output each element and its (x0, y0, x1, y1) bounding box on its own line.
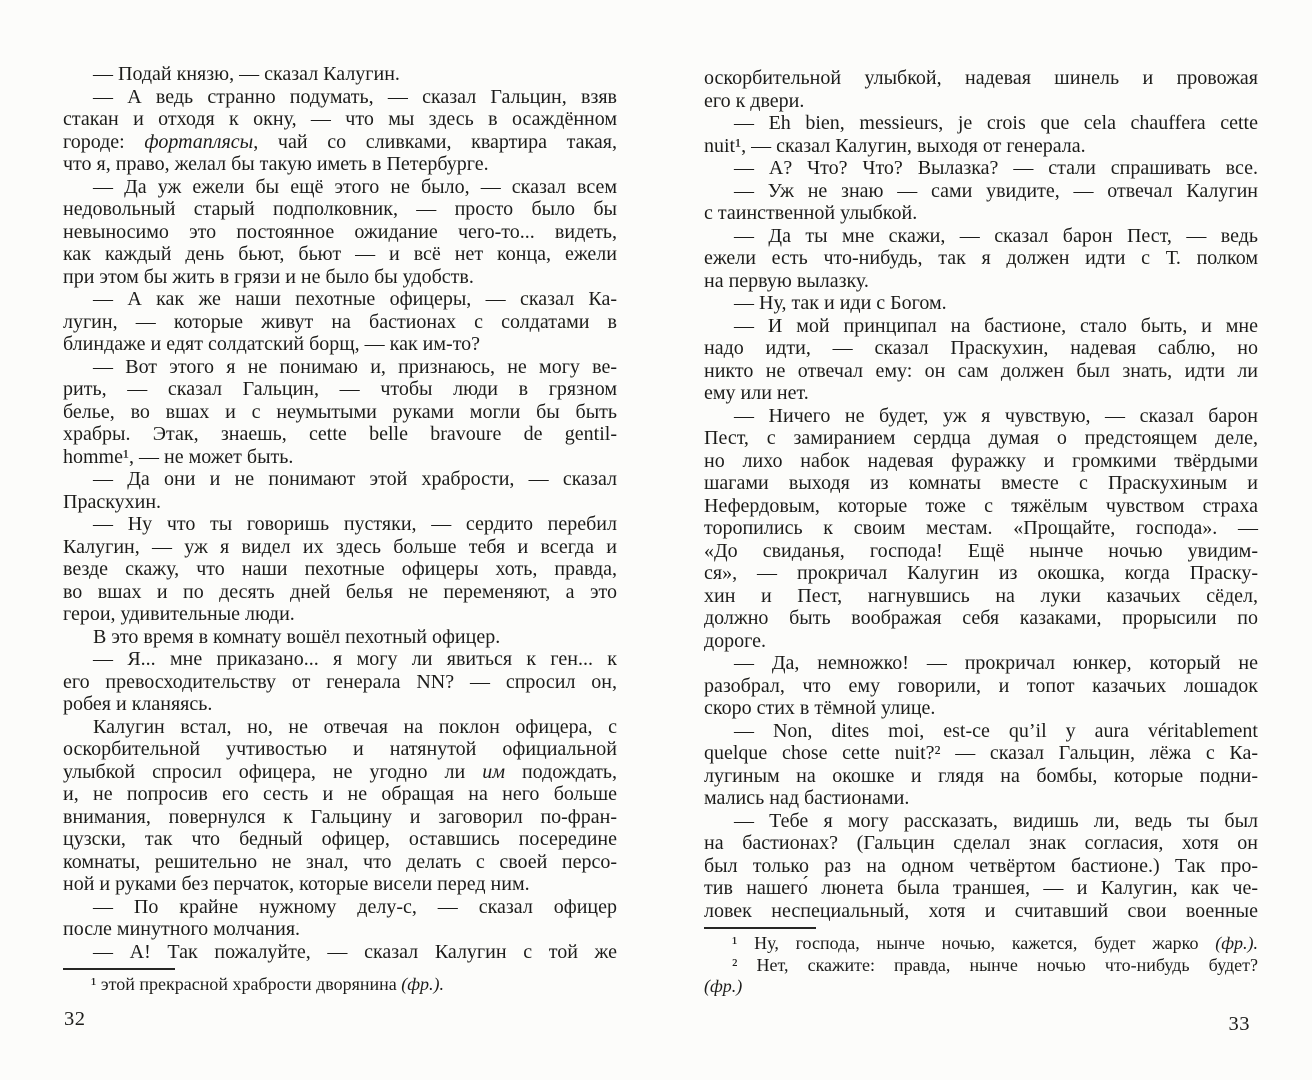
text-line: — Non, dites moi, est-ce qu’il y aura véritablement (734, 719, 1258, 742)
text-line: стакан и отходя к окну, — что мы здесь в осаждённом (63, 108, 617, 130)
text-line: — Я... мне приказано... я могу ли явиться к ген... к (93, 648, 617, 670)
text-line: храбры. Этак, знаешь, cette belle bravoure de gentil- (63, 423, 617, 445)
footnote-line: ¹ этой прекрасной храбрости дворянина (фр.). (91, 974, 445, 994)
text-line: — Да они и не понимают этой храбрости, — сказал (93, 468, 617, 490)
text-line: nuit¹, — сказал Калугин, выходя от генерала. (704, 134, 1086, 157)
text-line: дороге. (704, 629, 766, 652)
text-line: на первую вылазку. (704, 269, 869, 292)
text-line: разобрал, что ему говорили, и топот казачьих лошадок (704, 674, 1258, 697)
text-line: quelque chose cette nuit?² — сказал Гальцин, лёжа с Ка- (704, 742, 1258, 764)
text-line: был только раз на одном четвёртом бастионе.) Так про- (704, 854, 1258, 877)
page-right-footnotes (704, 933, 1258, 998)
text-line: оскорбительной улыбкой, надевая шинель и провожая (704, 67, 1258, 89)
text-line: что я, право, желал бы такую иметь в Петербурге. (63, 153, 489, 175)
text-line: городе: фортаплясы, чай со сливками, квартира такая, (63, 130, 617, 153)
text-line: невыносимо это постоянное ожидание чего-то... видеть, (63, 220, 617, 243)
text-line: как каждый день бьют, бьют — и всё нет конца, ежели (63, 243, 617, 265)
text-line: белье, во вшах и с неумытыми руками могли бы быть (63, 400, 617, 423)
text-line: Праскухин. (63, 490, 162, 513)
text-line: — Да уж ежели бы ещё этого не было, — сказал всем (93, 175, 617, 198)
text-line: — А ведь странно подумать, — сказал Гальцин, взяв (93, 85, 617, 108)
page-number-left: 32 (64, 1008, 86, 1030)
text-line: его превосходительству от генерала NN? — спросил он, (63, 670, 617, 693)
text-line: — Да, немножко! — прокричал юнкер, который не (734, 652, 1258, 674)
text-line: ной и руками без перчаток, которые висели перед ним. (63, 873, 530, 895)
footnote-separator-rule (63, 968, 175, 970)
text-line: — И мой принципал на бастионе, стало быть, и мне (734, 314, 1258, 337)
text-line: Пест, с замиранием сердца думая о предстоящем деле, (704, 427, 1258, 449)
text-line: ежели есть что-нибудь, так я должен идти с Т. полком (704, 247, 1258, 269)
text-line: — Ничего не будет, уж я чувствую, — сказал барон (734, 404, 1258, 427)
text-line: тив нашего́ люнета была траншея, — и Калугин, как че- (704, 877, 1258, 899)
text-line: — Ну что ты говоришь пустяки, — сердито перебил (93, 513, 617, 535)
text-line: комнаты, решительно не знал, что делать с своей персо- (63, 850, 617, 873)
text-line: герои, удивительные люди. (63, 603, 295, 625)
text-line: В это время в комнату вошёл пехотный офицер. (93, 625, 501, 648)
text-line: скоро стих в тёмной улице. (704, 697, 936, 719)
text-line: — Тебе я могу рассказать, видишь ли, ведь ты был (734, 809, 1258, 832)
text-line: ловек неспециальный, хотя и считавший свои военные (704, 899, 1258, 922)
footnote-line: ¹ Ну, господа, нынче ночью, кажется, будет жарко (фр.). (732, 933, 1258, 953)
text-line: ся», — прокричал Калугин из окошка, когда Праску- (704, 562, 1258, 584)
text-line: с таинственной улыбкой. (704, 202, 918, 224)
text-line: его к двери. (704, 89, 805, 112)
text-line: ему или нет. (704, 382, 809, 404)
page-left (63, 63, 617, 1030)
page-left-footnotes (63, 974, 617, 996)
text-line: должно быть воображая себя казаками, прорысили по (704, 607, 1258, 629)
text-line: лугиным на окошке и глядя на бомбы, которые подни- (704, 764, 1258, 787)
text-line: — Ну, так и иди с Богом. (734, 292, 947, 314)
text-line: и, не попросив его сесть и не обращая на него больше (63, 783, 617, 805)
text-line: шагами выходя из комнаты вместе с Праскухиным и (704, 472, 1258, 494)
text-line: при этом бы жить в грязи и не было бы удобств. (63, 265, 474, 288)
text-line: — А! Так пожалуйте, — сказал Калугин с той же (93, 940, 617, 963)
text-line: блиндаже и едят солдатский борщ, — как им-то? (63, 333, 481, 355)
text-line: «До свиданья, господа! Ещё нынче ночью увидим- (704, 539, 1258, 562)
text-line: везде скажу, что наши пехотные офицеры хоть, правда, (63, 558, 617, 580)
text-line: оскорбительной учтивостью и натянутой официальной (63, 738, 617, 760)
text-line: хин и Пест, нагнувшись на луки казачьих сёдел, (704, 584, 1258, 607)
text-line: — Подай князю, — сказал Калугин. (93, 63, 400, 85)
text-line: внимания, повернулся к Гальцину и заговорил по-фран- (63, 805, 617, 828)
text-line: homme¹, — не может быть. (63, 445, 294, 468)
text-line: после минутного молчания. (63, 918, 301, 940)
footnote-line: ² Нет, скажите: правда, нынче ночью что-нибудь будет? (732, 954, 1258, 975)
page-number-right: 33 (1228, 1013, 1250, 1035)
text-line: Нефердовым, которые тоже с тяжёлым чувством страха (704, 494, 1258, 517)
text-line: во вшах и по десять дней белья не переменяют, а это (63, 580, 617, 603)
text-line: надо идти, — сказал Праскухин, надевая саблю, но (704, 337, 1258, 359)
text-line: — А? Что? Что? Вылазка? — стали спрашивать все. (734, 157, 1258, 179)
text-line: рить, — сказал Гальцин, — чтобы люди в грязном (63, 378, 617, 400)
footnote-separator-rule (704, 927, 816, 929)
text-line: — Уж не знаю — сами увидите, — отвечал Калугин (734, 179, 1258, 202)
text-line: недовольный старый подполковник, — просто было бы (63, 198, 617, 220)
text-line: торопились к своим местам. «Прощайте, господа». — (704, 517, 1258, 539)
page-right-body-text (704, 67, 1258, 922)
text-line: лугин, — которые живут на бастионах с солдатами в (63, 310, 617, 333)
text-line: — Да ты мне скажи, — сказал барон Пест, — ведь (734, 224, 1258, 247)
text-line: никто не отвечал ему: он сам должен был знать, идти ли (704, 359, 1258, 382)
footnote-line: (фр.) (704, 976, 743, 996)
text-line: Калугин встал, но, не отвечая на поклон офицера, с (93, 715, 617, 738)
page-right (704, 67, 1258, 1035)
text-line: но лихо набок надевая фуражку и громкими твёрдыми (704, 449, 1258, 472)
text-line: улыбкой спросил офицера, не угодно ли им подождать, (63, 760, 617, 783)
text-line: на бастионах? (Гальцин сделал знак согласия, хотя он (704, 832, 1258, 854)
page-left-body-text (63, 63, 617, 963)
text-line: робея и кланяясь. (63, 693, 213, 715)
text-line: — А как же наши пехотные офицеры, — сказал Ка- (93, 288, 617, 310)
text-line: — Вот этого я не понимаю и, признаюсь, не могу ве- (93, 355, 617, 378)
text-line: мались над бастионами. (704, 787, 910, 809)
text-line: цузски, так что бедный офицер, оставшись посередине (63, 828, 617, 850)
text-line: — Eh bien, messieurs, je crois que cela chauffera cette (734, 112, 1258, 134)
text-line: — По крайне нужному делу-с, — сказал офицер (93, 895, 617, 918)
text-line: Калугин, — уж я видел их здесь больше тебя и всегда и (63, 535, 617, 558)
